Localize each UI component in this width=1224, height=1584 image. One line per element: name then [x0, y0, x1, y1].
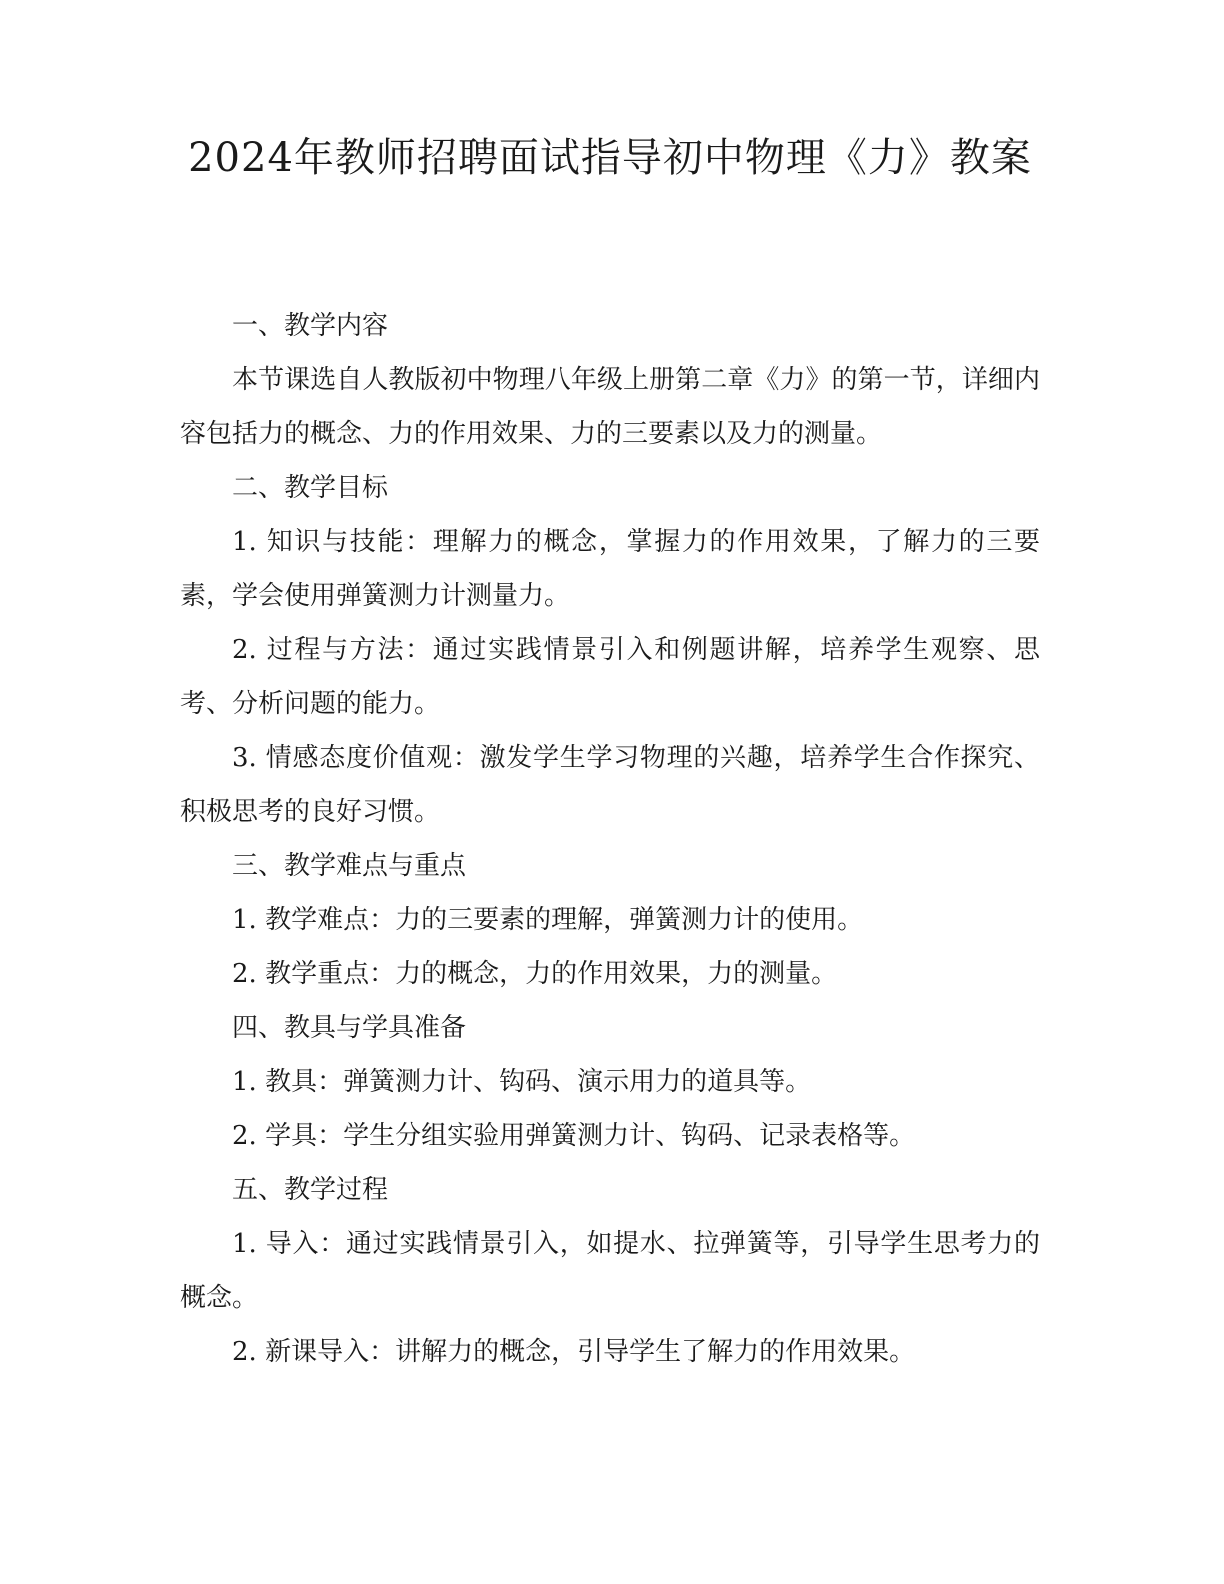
- list-item: 1. 教学难点：力的三要素的理解，弹簧测力计的使用。: [232, 905, 864, 935]
- section-heading: 一、教学内容: [232, 311, 389, 341]
- paragraph: 本节课选自人教版初中物理八年级上册第二章《力》的第一节，详细内容包括力的概念、力的作用效果、力的三要素以及力的测量。: [180, 365, 1040, 449]
- list-item: 2. 新课导入：讲解力的概念，引导学生了解力的作用效果。: [232, 1337, 916, 1367]
- list-item: 1. 导入：通过实践情景引入，如提水、拉弹簧等，引导学生思考力的概念。: [180, 1229, 1040, 1313]
- list-item: 1. 教具：弹簧测力计、钩码、演示用力的道具等。: [232, 1067, 812, 1097]
- section-heading: 四、教具与学具准备: [232, 1013, 467, 1043]
- list-item: 2. 学具：学生分组实验用弹簧测力计、钩码、记录表格等。: [232, 1121, 916, 1151]
- document-title: 2024年教师招聘面试指导初中物理《力》教案: [188, 135, 1032, 181]
- document-body: [180, 299, 1040, 1379]
- list-item: 2. 过程与方法：通过实践情景引入和例题讲解，培养学生观察、思考、分析问题的能力。: [180, 635, 1040, 719]
- section-heading: 三、教学难点与重点: [232, 851, 467, 881]
- list-item: 1. 知识与技能：理解力的概念，掌握力的作用效果，了解力的三要素，学会使用弹簧测力计测量力。: [180, 527, 1040, 611]
- list-item: 3. 情感态度价值观：激发学生学习物理的兴趣，培养学生合作探究、积极思考的良好习惯。: [180, 743, 1040, 827]
- list-item: 2. 教学重点：力的概念，力的作用效果，力的测量。: [232, 959, 838, 989]
- section-heading: 二、教学目标: [232, 473, 389, 503]
- section-heading: 五、教学过程: [232, 1175, 389, 1205]
